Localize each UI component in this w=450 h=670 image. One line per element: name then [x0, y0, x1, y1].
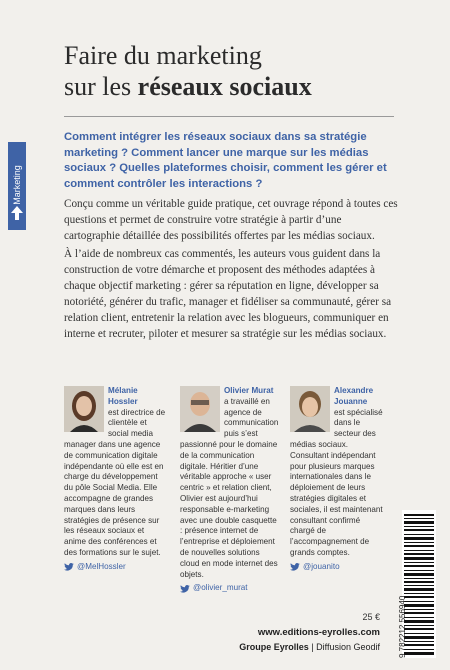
author-bio: est directrice de clientèle et social media manager dans une agence de communication digitale indépendante où elle est en charge du développement du pôle Social Media. Elle accompagne de grandes marques dans leurs stratégies de présence sur les réseaux sociaux et anime des conférences et des formations sur le sujet.: [64, 407, 166, 557]
category-label: Marketing: [12, 165, 22, 205]
author-bio: est spécialisé dans le secteur des médias sociaux. Consultant indépendant pour plusieurs marques internationales dans le déploiement de leurs stratégies digitales et sociales, il est maintenant consultant confirmé chargé de l’accompagnement de grands comptes.: [290, 407, 383, 557]
category-tab: [8, 142, 26, 230]
twitter-icon: [180, 585, 190, 593]
title-divider: [64, 116, 394, 117]
author-name: Olivier Murat: [224, 386, 274, 395]
author-card: [180, 386, 280, 594]
author-twitter[interactable]: [64, 562, 168, 573]
description-paragraph-1: Conçu comme un véritable guide pratique, cet ouvrage répond à toutes ces questions et permet de construire votre stratégie à partir d’une cartographie détaillée des possibilités offertes par les médias sociaux.: [64, 198, 398, 242]
author-bio: a travaillé en agence de communication puis s’est passionné pour le domaine de la communication digitale. Héritier d’une véritable approche « user centric » et relation client, Olivier est aujourd’hui responsable e-marketing avec une double casquette : présence internet de l’entreprise et déploiement de nouvelles solutions cloud en mode internet des objets.: [180, 396, 279, 579]
author-photo: [290, 386, 330, 432]
twitter-icon: [290, 563, 300, 571]
author-twitter[interactable]: [180, 583, 280, 594]
author-photo: [180, 386, 220, 432]
author-name: Mélanie Hossler: [108, 386, 138, 406]
twitter-handle: @olivier_murat: [193, 583, 248, 593]
author-photo: [64, 386, 104, 432]
author-card: [64, 386, 168, 573]
title-emphasis: réseaux sociaux: [137, 72, 312, 101]
book-title: [64, 40, 312, 102]
publisher-website[interactable]: www.editions-eyrolles.com: [257, 627, 380, 638]
author-name: Alexandre Jouanne: [334, 386, 374, 406]
publisher-line: Groupe Eyrolles | Diffusion Geodif: [239, 642, 380, 652]
author-twitter[interactable]: [290, 562, 386, 573]
title-line-2: sur les réseaux sociaux: [64, 72, 312, 101]
up-arrow-icon: [11, 206, 23, 220]
price: 25 €: [362, 612, 380, 622]
title-line-1: Faire du marketing: [64, 41, 262, 70]
lead-questions: Comment intégrer les réseaux sociaux dans sa stratégie marketing ? Comment lancer une marque sur les médias sociaux ? Quelles plateformes choisir, comment les gérer et comment contrôler les interactions ?: [64, 131, 387, 190]
twitter-handle: @jouanito: [303, 561, 340, 571]
description-paragraph-2: À l’aide de nombreux cas commentés, les auteurs vous guident dans la construction de votre démarche et proposent des méthodes adaptées à chaque objectif marketing : gérer sa réputation en ligne, développer sa notoriété, générer du trafic, manager et fidéliser sa communauté, gérer sa relation client, entretenir la relation avec les blogueurs, communiquer en interne et recruter, piloter et mesurer sa stratégie sur les médias sociaux.: [64, 248, 392, 340]
isbn-digits: 9 782212 556940: [398, 595, 407, 658]
twitter-handle: @MelHossler: [77, 561, 126, 571]
author-card: [290, 386, 386, 573]
twitter-icon: [64, 563, 74, 571]
